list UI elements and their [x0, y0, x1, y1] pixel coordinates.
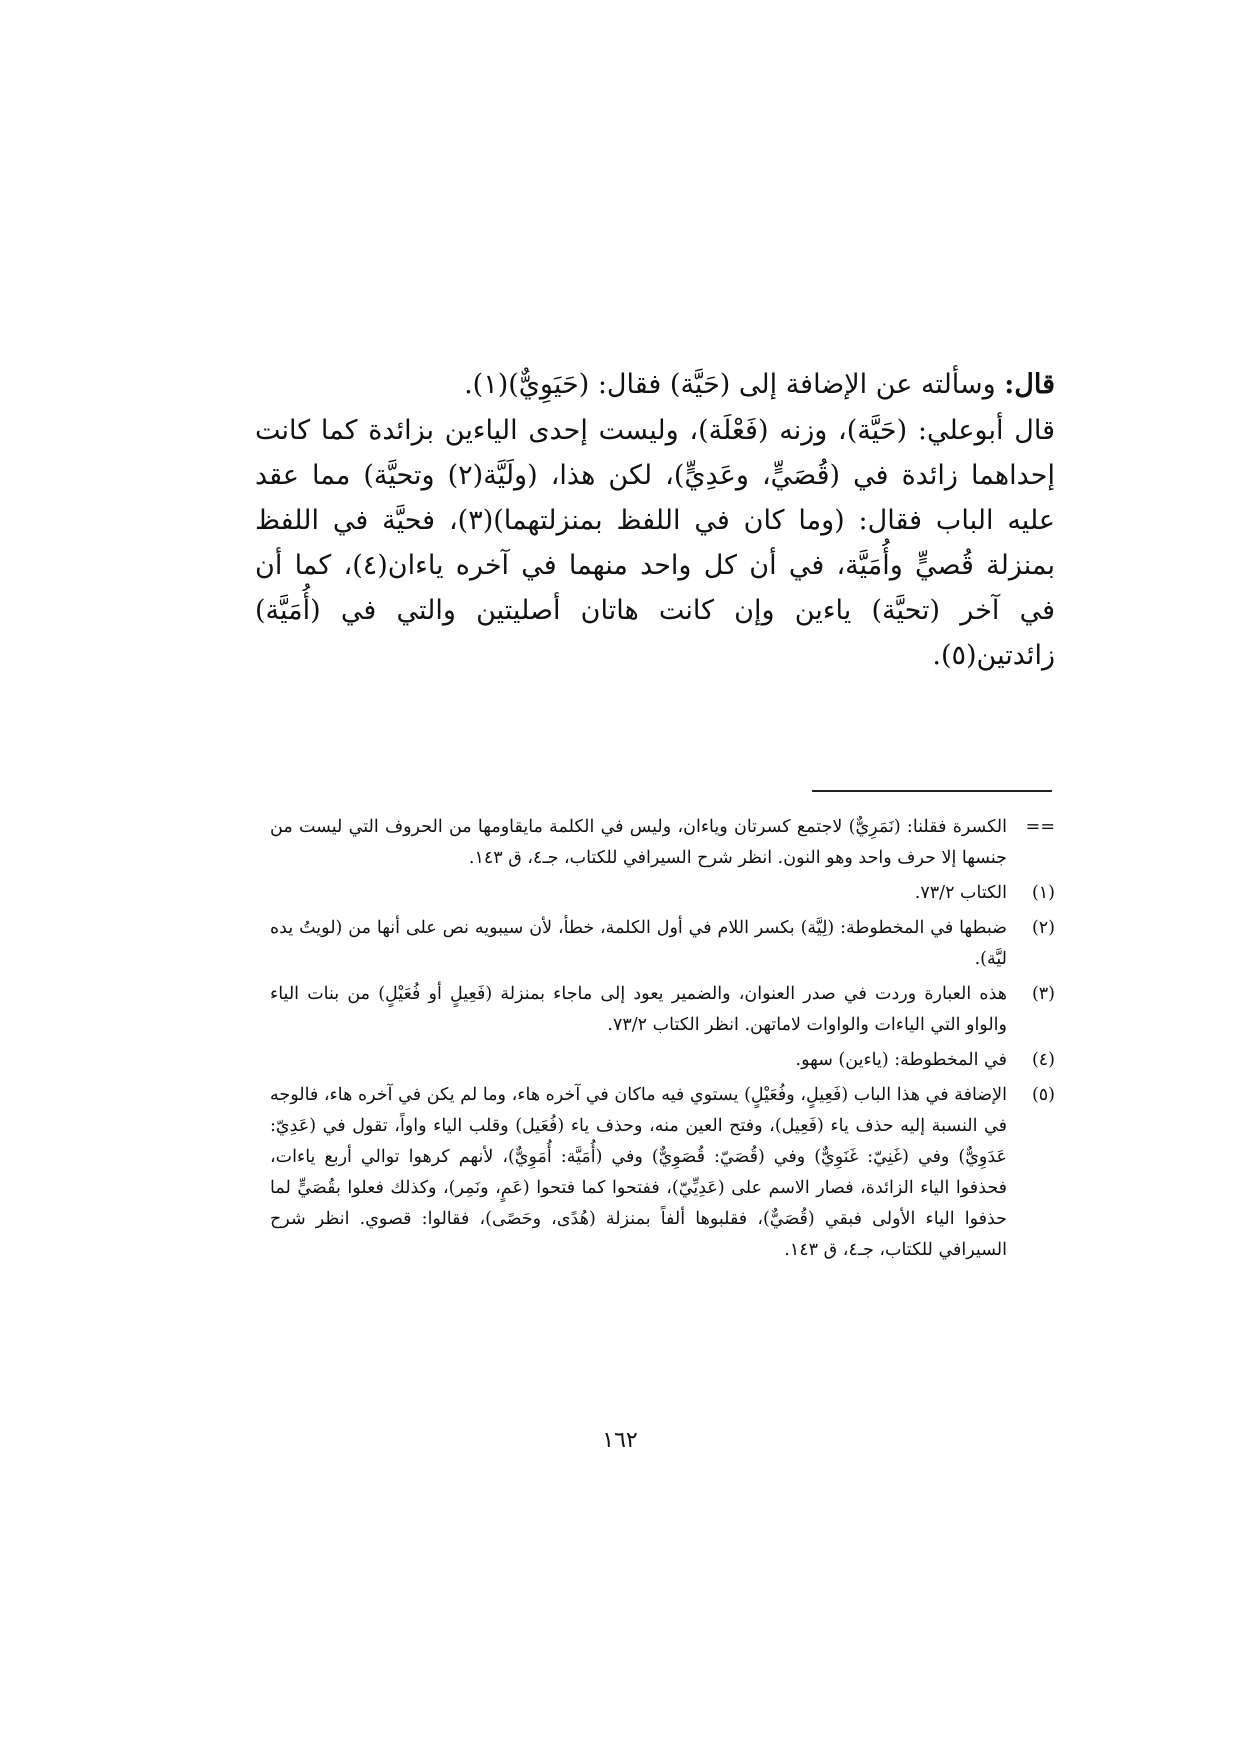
paragraph-1-lead: قال: [1004, 369, 1055, 400]
footnote-text: هذه العبارة وردت في صدر العنوان، والضمير يعود إلى ماجاء بمنزلة (فَعِيلٍ أو فُعَيْلٍ) من بنات الياء والواو التي الياءات والواوات لاماتهن. انظر الكتاب ٧٣/٢. [270, 984, 1007, 1035]
footnote-1 [270, 878, 1055, 909]
footnote-continuation [270, 812, 1055, 874]
page-number: ١٦٢ [602, 1428, 638, 1453]
footnote-marker: (٢) [1031, 918, 1055, 938]
footnote-text: الكسرة فقلنا: (نَمَرِيٌّ) لاجتمع كسرتان وياءان، وليس في الكلمة مايقاومها من الحروف التي ليست من جنسها إلا حرف واحد وهو النون. انظر شرح السيرافي للكتاب، جـ٤، ق ١٤٣. [270, 817, 1007, 868]
footnote-marker: (١) [1031, 883, 1055, 903]
footnote-4 [270, 1045, 1055, 1076]
footnote-5 [270, 1080, 1055, 1266]
main-text-paragraph-1 [255, 362, 1055, 407]
footnote-text: ضبطها في المخطوطة: (لِيَّة) بكسر اللام في أول الكلمة، خطأ، لأن سيبويه نص على أنها من (لويتُ يده ليَّة). [270, 918, 1007, 969]
paragraph-2: قال أبوعلي: (حَيَّة)، وزنه (فَعْلَة)، وليست إحدى الياءين بزائدة كما كانت إحداهما زائدة في (قُصَيٍّ، وعَدِيٍّ)، لكن هذا، (ولَيَّة(٢) وتحيَّة) مما عقد عليه الباب فقال: (وما كان في اللفظ بمنزلتهما)(٣)، فحيَّة في اللفظ بمنزلة قُصيٍّ وأُمَيَّة، في أن كل واحد منهما في آخره ياءان(٤)، كما أن في آخر (تحيَّة) ياءين وإن كانت هاتان أصليتين والتي في (أُمَيَّة) زائدتين(٥). [255, 415, 1056, 671]
footnote-2 [270, 913, 1055, 975]
footnote-text: في المخطوطة: (ياءين) سهو. [795, 1050, 1007, 1070]
footnote-marker: (٣) [1031, 984, 1055, 1004]
footnote-3 [270, 979, 1055, 1041]
footnote-text: الإضافة في هذا الباب (فَعِيلٍ، وفُعَيْلٍ) يستوي فيه ماكان في آخره هاء، وما لم يكن في آخره هاء، فالوجه في النسبة إليه حذف ياء (فَعِيل)، وفتح العين منه، وحذف ياء (فُعَيل) وقلب الياء واواً، تقول في (عَدِيّ: عَدَوِيٌّ) وفي (غَنِيّ: غَنَوِيٌّ) وفي (قُصَيّ: قُصَوِيٌّ) وفي (أُمَيَّة: أُمَوِيٌّ)، لأنهم كرهوا توالي أربع ياءات، فحذفوا الياء الزائدة، فصار الاسم على (عَدِيِّيّ)، ففتحوا كما فتحوا (عَمٍ، ونَمِر)، وكذلك فعلوا بقُصَيٍّ لما حذفوا الياء الأولى فبقي (قُصَيٌّ)، فقلبوها ألفاً بمنزلة (هُدًى، وحَصًى)، فقالوا: قصوي. انظر شرح السيرافي للكتاب، جـ٤، ق ١٤٣. [270, 1085, 1007, 1260]
footnote-text: الكتاب ٧٣/٢. [914, 883, 1007, 903]
footnotes [270, 812, 1055, 1270]
footnote-marker: (٥) [1031, 1085, 1055, 1105]
paragraph-1-text: وسألته عن الإضافة إلى (حَيَّة) فقال: (حَيَوِيٌّ)(١). [464, 369, 1005, 400]
main-text-paragraph-2 [255, 408, 1055, 678]
footnote-marker: (٤) [1031, 1050, 1055, 1070]
footnote-separator [812, 790, 1052, 792]
footnote-marker: == [1025, 817, 1055, 837]
paragraph-1 [255, 362, 1055, 407]
